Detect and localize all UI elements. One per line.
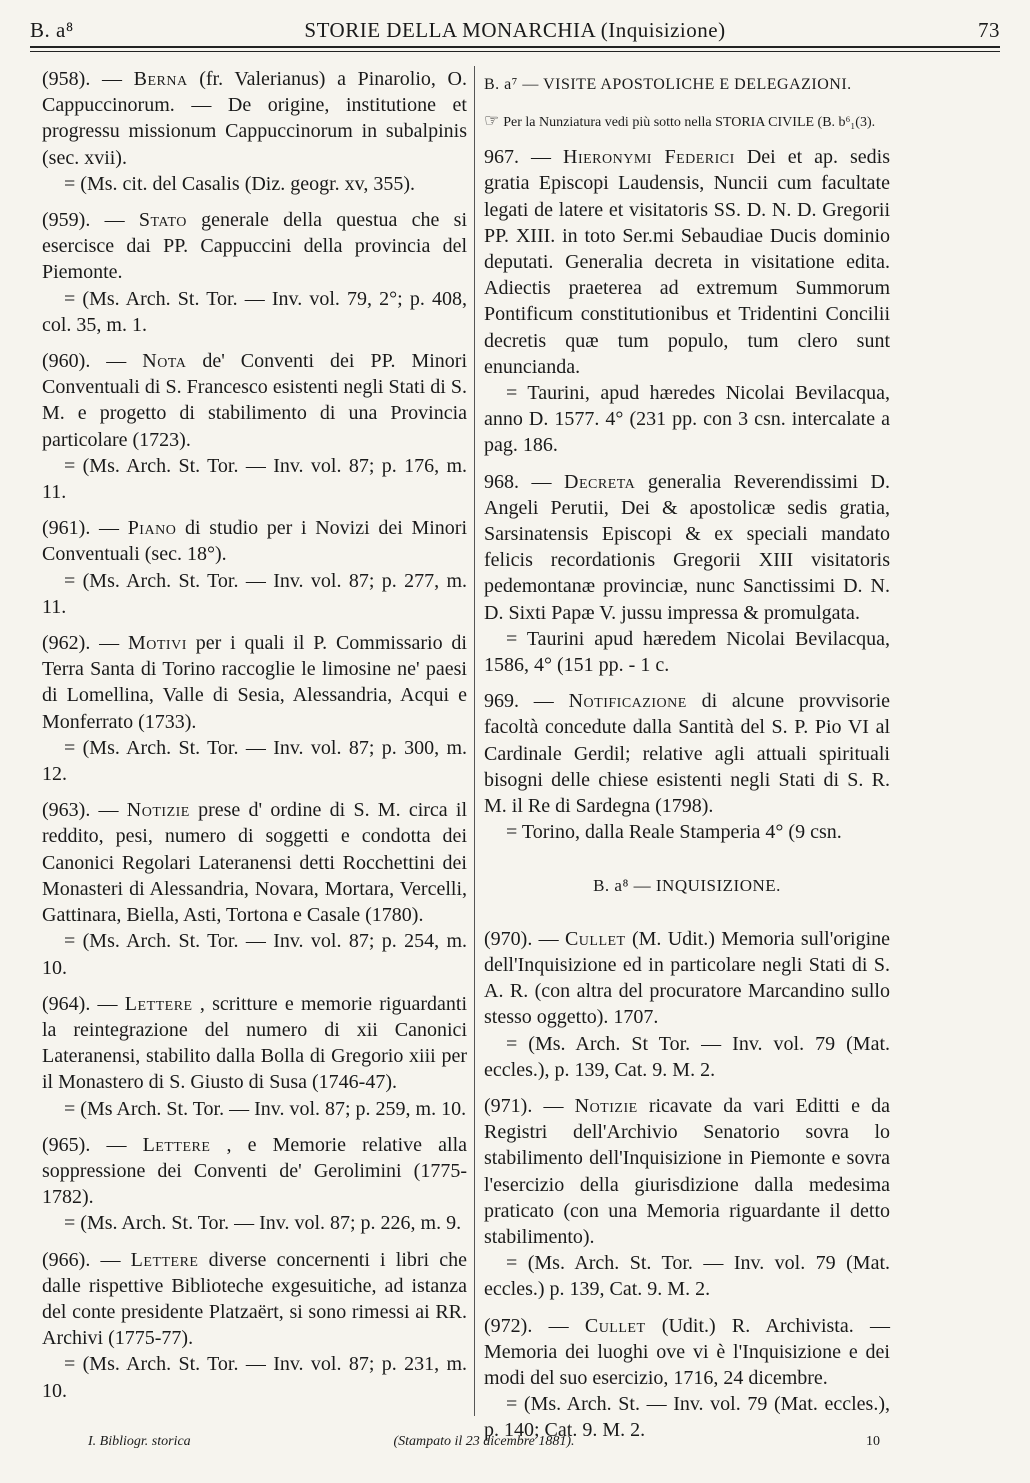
entry-description: (971). — Notizie ricavate da vari Editti e da Registri dell'Archivio Senatorio sovra lo stabilimento dell'Inquisizione in Piemonte e sovra l'esercizio della giurisdizione dalla medesima praticato (con una Memoria riguardante il detto stabilimento). [484,1094,891,1248]
entry-number: 967. [484,146,519,169]
entry-keyword: Nota [142,350,187,373]
entry-number: (960). [42,350,91,373]
entry-shelfmark: = (Ms. Arch. St. Tor. — Inv. vol. 87; p. 254, m. 10. [42,930,467,979]
entry-text: di studio per i Novizi dei Minori Conventuali (sec. 18°). [42,517,468,566]
entry-shelfmark: = (Ms. Arch. St. Tor. — Inv. vol. 79 (Mat. eccles.) p. 139, Cat. 9. M. 2. [484,1252,890,1301]
entry-description: (961). — Piano di studio per i Novizi dei Minori Conventuali (sec. 18°). [42,517,468,566]
entry-shelfmark: = (Ms. Arch. St. Tor. — Inv. vol. 79, 2°; p. 408, col. 35, m. 1. [42,287,467,336]
entry-text: , scritture e memorie riguardanti la reintegrazione del numero di xii Canonici Lateranensi, stabilito dalla Bolla di Gregorio xiii per il Monastero di S. Giusto di Susa (1746-47). [42,992,468,1094]
entry-text: generale della questua che si esercisce dai PP. Cappuccini della provincia del Piemonte. [42,209,467,284]
entry-shelfmark: = (Ms. Arch. St. Tor. — Inv. vol. 87; p. 277, m. 11. [42,569,467,618]
catalog-entry [484,926,890,1083]
entry-shelfmark: = (Ms. Arch. St. Tor. — Inv. vol. 87; p. 176, m. 11. [42,454,467,504]
entry-keyword: Stato [138,209,187,232]
entry-description: 967. — Hieronymi Federici Dei et ap. sedis gratia Episcopi Laudensis, Nuncii cum facultate legati de latere et visitatoris SS. D. N. D. Gregorii PP. XIII. in toto Ser.mi Sebaudiae Ducis dominio deputati. Generalia decreta in visitatione edita. Adiectis praeterea ad extremum Summorum Pontificum constitutionibus et Tridentini Concilii decretis quæ tum populo, tum clero sunt enuncianda. [484,146,891,378]
entry-description: (966). — Lettere diverse concernenti i libri che dalle rispettive Biblioteche exgesuitiche, ad istanza del conte presidente Platzaërt, si sono rimessi ai RR. Archivi (1775-77). [42,1248,468,1350]
entry-number: (958). [42,68,91,90]
entry-shelfmark: = (Ms. Arch. St. Tor. — Inv. vol. 87; p. 226, m. 9. [64,1212,462,1235]
entry-text: , e Memorie relative alla soppressione dei Conventi de' Gerolimini (1775-1782). [42,1133,468,1209]
entry-description: 969. — Notificazione di alcune provvisorie facoltà concedute dalla Santità del S. P. Pio VI al Cardinale Gerdil; relative agli attuali spirituali bisogni delle chiese esistenti negli Stati di S. R. M. il Re di Sardegna (1798). [484,690,891,818]
entry-keyword: Lettere [142,1133,211,1156]
entry-text: (Udit.) R. Archivista. — Memoria dei luoghi ove vi è l'Inquisizione e dei modi del suo esercizio, 1716, 24 dicembre. [484,1314,891,1389]
page-number: 73 [978,18,1000,42]
entry-text: (fr. Valerianus) a Pinarolio, O. Cappuccinorum. — De origine, institutione et progressu missionum Cappuccinorum in subalpinis (sec. xvii). [42,68,467,169]
entry-shelfmark: = Taurini apud hæredem Nicolai Bevilacqua, 1586, 4° (151 pp. - 1 c. [484,627,890,677]
entry-number: (959). [42,209,91,232]
catalog-entry [42,348,467,505]
catalog-entry [42,66,467,197]
entry-text: de' Conventi dei PP. Minori Conventuali di S. Francesco esistenti negli Stati di S. M. e progetto di stabilimento di una Provincia particolare (1723). [42,350,467,451]
footer-signature: I. Bibliogr. storica [88,1434,191,1449]
entry-shelfmark: = (Ms. cit. del Casalis (Diz. geogr. xv, 355). [64,172,416,195]
entry-keyword: Hieronymi Federici [563,146,735,169]
entry-text: diverse concernenti i libri che dalle rispettive Biblioteche exgesuitiche, ad istanza del conte presidente Platzaërt, si sono rimessi ai RR. Archivi (1775-77). [42,1248,468,1350]
entries-inquisizione [484,926,890,1444]
entry-number: (964). [42,992,91,1015]
catalog-entry [484,1093,890,1303]
catalog-entry [42,630,467,787]
entry-number: 969. [484,690,519,713]
entry-description: (970). — Cullet (M. Udit.) Memoria sull'origine dell'Inquisizione ed in particolare negli Stati di S. A. R. (con altra del procuratore Marcandino sullo stesso oggetto). 1707. [484,927,890,1029]
left-column [42,66,467,1414]
entry-shelfmark: = (Ms. Arch. St. Tor. — Inv. vol. 87; p. 300, m. 12. [42,736,467,786]
entry-number: (961). [42,517,91,540]
entry-number: (972). [484,1314,533,1337]
catalog-entry [484,1313,890,1444]
note-text: Per la Nunziatura vedi più sotto nella STORIA CIVILE (B. b⁶₁(3). [503,115,876,131]
catalog-entry [42,1132,467,1237]
section-title-inquisizione: B. a⁸ — INQUISIZIONE. [593,876,781,896]
entry-description: (962). — Motivi per i quali il P. Commissario di Terra Santa di Torino raccoglie le limosine ne' paesi di Lomellina, Valle di Sesia, Alessandria, Acqui e Monferrato (1733). [42,632,467,733]
catalog-entry [484,144,890,458]
entry-shelfmark: = (Ms. Arch. St Tor. — Inv. vol. 79 (Mat. eccles.), p. 139, Cat. 9. M. 2. [484,1032,890,1081]
entry-number: (965). [42,1133,91,1156]
catalog-entry [42,991,467,1122]
entry-keyword: Cullet [564,927,626,950]
entry-text: (M. Udit.) Memoria sull'origine dell'Inquisizione ed in particolare negli Stati di S. A. R. (con altra del procuratore Marcandino sullo stesso oggetto). 1707. [484,927,890,1029]
entry-text: generalia Reverendissimi D. Angeli Perutii, Dei & apostolicæ sedis gratia, Sarsinatensis Episcopi & ex speciali mandato felicis recordationis Gregorii XIII visitatoris pedemontanæ provinciæ, nunc Sanctissimi D. N. D. Sixti Papæ V. jussu impressa & promulgata. [484,470,890,624]
running-header [30,10,1000,46]
entry-text: ricavate da vari Editti e da Registri dell'Archivio Senatorio sovra lo stabilimento dell'Inquisizione in Piemonte e sovra l'esercizio della giurisdizione dalla medesima praticato (con una Memoria riguardante il detto stabilimento). [484,1094,891,1248]
entry-description: 968. — Decreta generalia Reverendissimi D. Angeli Perutii, Dei & apostolicæ sedis gratia, Sarsinatensis Episcopi & ex speciali mandato felicis recordationis Gregorii XIII visitatoris pedemontanæ provinciæ, nunc Sanctissimi D. N. D. Sixti Papæ V. jussu impressa & promulgata. [484,470,890,624]
header-rule-thin [30,51,1000,52]
entry-number: (970). [484,927,533,950]
entry-number: (963). [42,799,91,822]
column-divider [474,66,475,1416]
entry-description: (963). — Notizie prese d' ordine di S. M. circa il reddito, pesi, numero di soggetti e condotta dei Canonici Regolari Lateranensi detti Rocchettini dei Monasteri di Alessandria, Novara, Mortara, Vercelli, Gattinara, Biella, Asti, Tortona e Casale (1780). [42,799,468,927]
entry-shelfmark: = Torino, dalla Reale Stamperia 4° (9 csn. [506,821,842,844]
entry-shelfmark: = Taurini, apud hæredes Nicolai Bevilacqua, anno D. 1577. 4° (231 pp. con 3 csn. intercalate a pag. 186. [484,382,890,457]
entry-shelfmark: = (Ms. Arch. St. Tor. — Inv. vol. 87; p. 231, m. 10. [42,1353,467,1402]
catalog-entry [42,515,467,620]
catalog-entry [484,469,890,679]
entry-keyword: Piano [127,517,177,540]
catalog-entry [42,207,467,338]
entry-shelfmark: = (Ms Arch. St. Tor. — Inv. vol. 87; p. 259, m. 10. [64,1097,467,1120]
catalog-entry [484,688,890,845]
entry-number: (962). [42,632,91,655]
entries-visite [484,144,890,845]
header-rule-thick [30,46,1000,48]
entry-description: (964). — Lettere , scritture e memorie riguardanti la reintegrazione del numero di xii Canonici Lateranensi, stabilito dalla Bolla di Gregorio xiii per il Monastero di S. Giusto di Susa (1746-47). [42,992,468,1094]
entry-keyword: Berna [133,68,188,90]
pointing-hand-icon: ☞ [484,111,500,131]
section-title-visite: B. a⁷ — VISITE APOSTOLICHE E DELEGAZIONI. [484,76,852,93]
entry-description: (958). — Berna (fr. Valerianus) a Pinarolio, O. Cappuccinorum. — De origine, institutione et progressu missionum Cappuccinorum in subalpinis (sec. xvii). [42,68,467,169]
entry-shelfmark: = (Ms. Arch. St. — Inv. vol. 79 (Mat. eccles.), p. 140; Cat. 9. M. 2. [484,1393,890,1442]
catalog-entry [42,1247,467,1404]
entry-keyword: Lettere [130,1248,199,1271]
entry-keyword: Notizie [126,799,190,822]
entry-text: di alcune provvisorie facoltà concedute dalla Santità del S. P. Pio VI al Cardinale Gerdil; relative agli attuali spirituali bisogni delle chiese esistenti negli Stati di S. R. M. il Re di Sardegna (1798). [484,690,891,818]
entry-text: Dei et ap. sedis gratia Episcopi Laudensis, Nuncii cum facultate legati de latere et visitatoris SS. D. N. D. Gregorii PP. XIII. in toto Ser.mi Sebaudiae Ducis dominio deputati. Generalia decreta in visitatione edita. Adiectis praeterea ad extremum Summorum Pontificum constitutionibus et Tridentini Concilii decretis quæ tum populo, tum clero sunt enuncianda. [484,146,891,378]
cross-reference-note [484,112,890,132]
entry-description: (972). — Cullet (Udit.) R. Archivista. — Memoria dei luoghi ove vi è l'Inquisizione e dei modi del suo esercizio, 1716, 24 dicembre. [484,1314,891,1389]
entry-description: (960). — Nota de' Conventi dei PP. Minori Conventuali di S. Francesco esistenti negli Stati di S. M. e progetto di stabilimento di una Provincia particolare (1723). [42,350,467,451]
entry-keyword: Lettere [124,992,193,1015]
entry-number: (971). [484,1094,533,1117]
entry-keyword: Cullet [584,1314,646,1337]
entry-description: (965). — Lettere , e Memorie relative alla soppressione dei Conventi de' Gerolimini (1775-1782). [42,1133,468,1209]
header-signature: B. a⁸ [30,18,74,42]
entry-keyword: Notizie [574,1094,638,1117]
entry-text: prese d' ordine di S. M. circa il reddito, pesi, numero di soggetti e condotta dei Canonici Regolari Lateranensi detti Rocchettini dei Monasteri di Alessandria, Novara, Mortara, Vercelli, Gattinara, Biella, Asti, Tortona e Casale (1780). [42,799,468,927]
header-title: STORIE DELLA MONARCHIA (Inquisizione) [304,18,726,42]
footer-sheet-number: 10 [866,1434,880,1449]
footer-print-date: (Stampato il 23 dicembre 1881). [393,1434,575,1449]
catalog-entry [42,797,467,980]
entry-keyword: Motivi [127,632,187,655]
entry-text: per i quali il P. Commissario di Terra Santa di Torino raccoglie le limosine ne' paesi di Lomellina, Valle di Sesia, Alessandria, Acqui e Monferrato (1733). [42,632,467,733]
entry-keyword: Decreta [564,470,636,493]
entry-description: (959). — Stato generale della questua che si esercisce dai PP. Cappuccini della provincia del Piemonte. [42,209,467,284]
entry-number: 968. [484,470,519,493]
entry-number: (966). [42,1248,91,1271]
entry-keyword: Notificazione [568,690,687,713]
right-column [484,66,890,1454]
